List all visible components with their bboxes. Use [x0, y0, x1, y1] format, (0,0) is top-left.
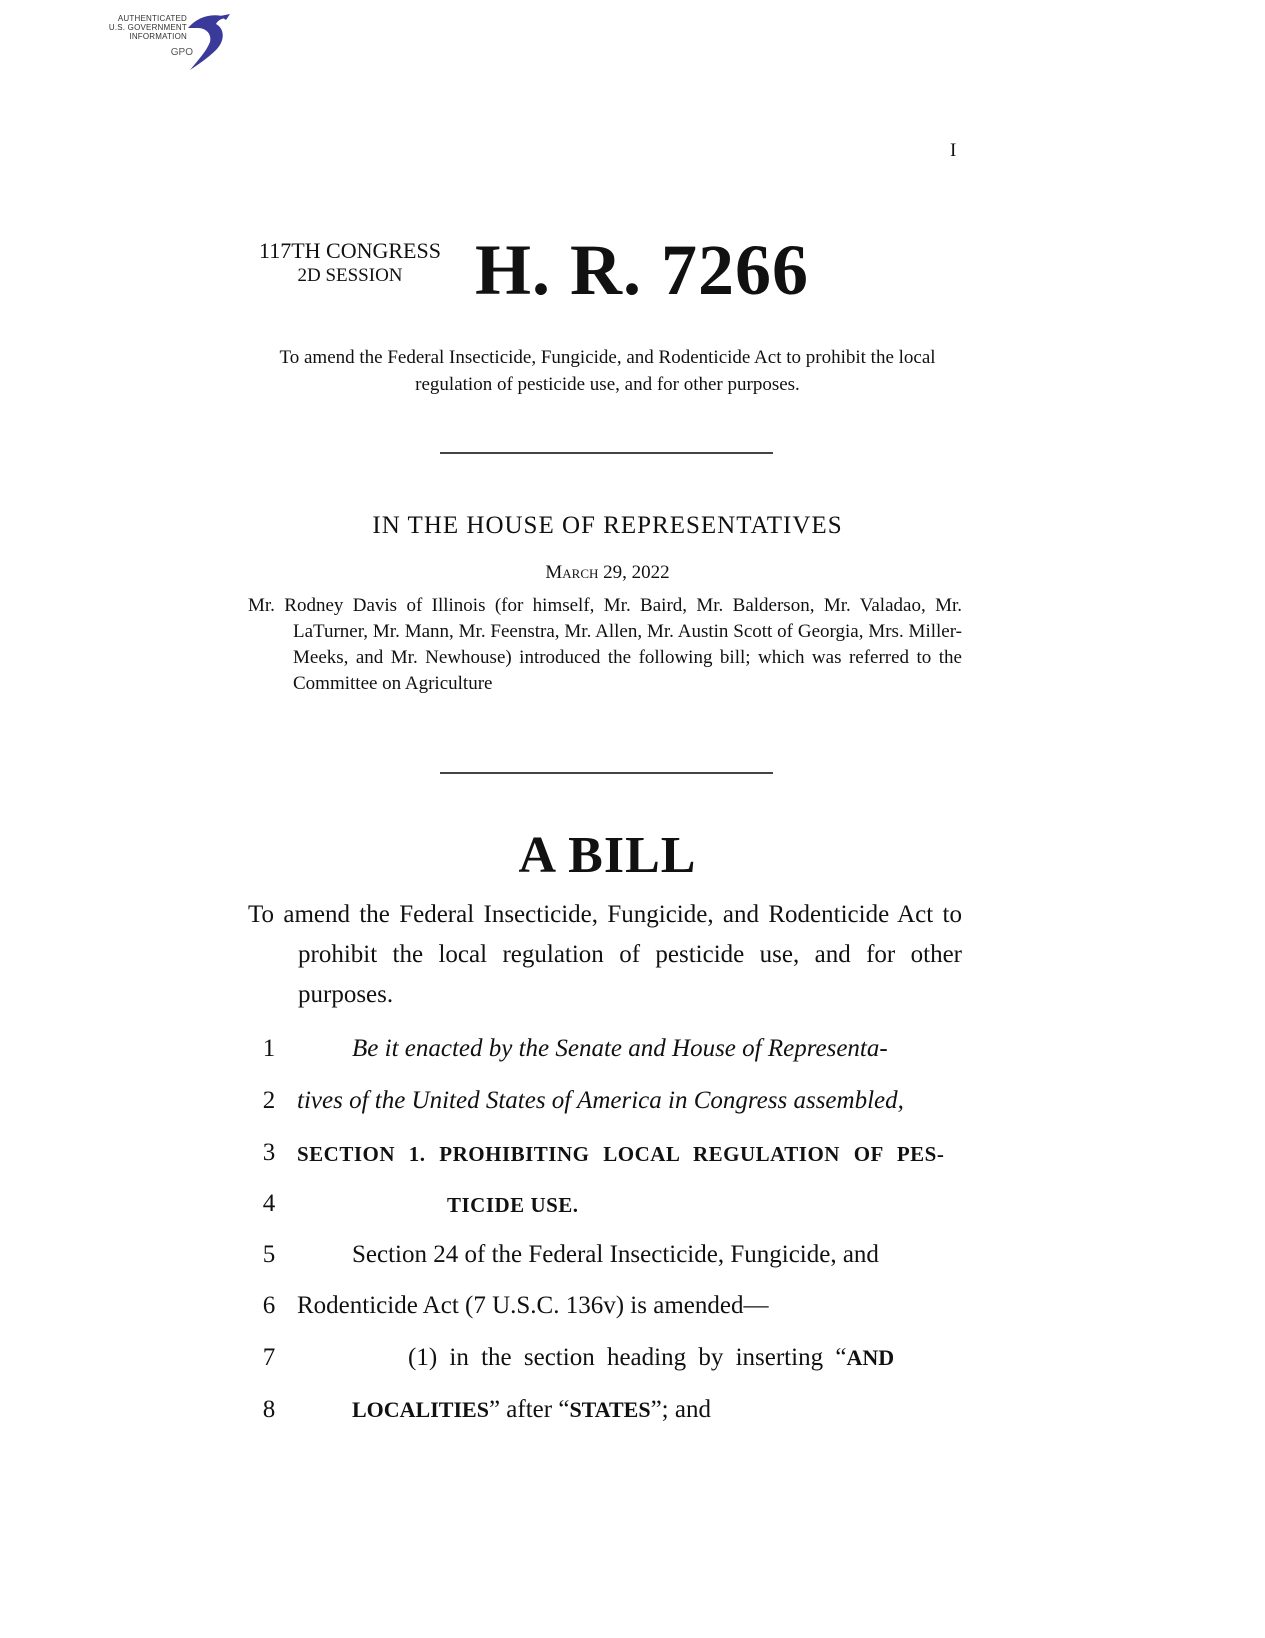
paragraph-text	[408, 1344, 1073, 1372]
chamber-heading: IN THE HOUSE OF REPRESENTATIVES	[372, 512, 843, 539]
line-number: 4	[262, 1190, 276, 1217]
line-number: 6	[262, 1292, 276, 1319]
bill-line	[0, 1139, 1265, 1179]
bill-line	[0, 1190, 1265, 1230]
enacting-clause: Be it enacted by the Senate and House of Representa-	[352, 1035, 888, 1062]
a-bill-heading: A BILL	[518, 827, 697, 884]
section-heading: TICIDE USE.	[447, 1193, 579, 1217]
bill-line	[0, 1087, 1265, 1127]
line-number: 1	[262, 1035, 276, 1062]
section-text: Section 24 of the Federal Insecticide, Fungicide, and	[352, 1241, 879, 1268]
introduction-date: March 29, 2022	[545, 562, 670, 583]
short-title: To amend the Federal Insecticide, Fungicide, and Rodenticide Act to prohibit the local regulation of pesticide use, and for other purposes.	[279, 347, 936, 395]
divider	[440, 452, 773, 454]
paragraph-text-part: ” after “	[488, 1396, 570, 1423]
bill-line	[0, 1292, 1265, 1332]
bill-purpose: To amend the Federal Insecticide, Fungicide, and Rodenticide Act to prohibit the local regulation of pesticide use, and for other purposes.	[248, 901, 962, 1008]
bill-line	[0, 1396, 1265, 1436]
page-mark: I	[950, 140, 957, 161]
logo-line-3: INFORMATION	[129, 32, 187, 41]
line-number: 2	[262, 1087, 276, 1114]
bill-number: H. R. 7266	[475, 230, 809, 310]
paragraph-text-bold: LOCALITIES	[352, 1397, 489, 1422]
paragraph-text	[352, 1396, 1017, 1424]
eagle-icon	[180, 10, 235, 72]
gpo-authentication-logo	[100, 10, 235, 72]
line-number: 5	[262, 1241, 276, 1268]
line-number: 8	[262, 1396, 276, 1423]
congress-session-block	[247, 238, 453, 288]
bill-line	[0, 1344, 1265, 1384]
bill-line	[0, 1035, 1265, 1075]
paragraph-text-part: ”; and	[650, 1396, 711, 1423]
session-label: 2D SESSION	[297, 265, 403, 286]
divider	[440, 772, 773, 774]
section-heading: SECTION 1. PROHIBITING LOCAL REGULATION OF PES-	[297, 1142, 945, 1166]
paragraph-text-part: (1) in the section heading by inserting “	[408, 1344, 847, 1371]
sponsors-paragraph	[248, 593, 962, 697]
paragraph-text-bold: AND	[846, 1345, 895, 1370]
line-number: 3	[262, 1139, 276, 1166]
logo-gpo-text: GPO	[170, 47, 193, 58]
logo-line-1: AUTHENTICATED	[117, 14, 187, 23]
line-number: 7	[262, 1344, 276, 1371]
enacting-clause: tives of the United States of America in Congress assembled,	[297, 1087, 904, 1114]
congress-label: 117TH CONGRESS	[259, 238, 441, 263]
bill-line	[0, 1241, 1265, 1281]
section-text: Rodenticide Act (7 U.S.C. 136v) is amended—	[297, 1292, 769, 1319]
logo-line-2: U.S. GOVERNMENT	[108, 23, 187, 32]
paragraph-text-bold: STATES	[569, 1397, 651, 1422]
sponsors-text: Mr. Rodney Davis of Illinois (for himself, Mr. Baird, Mr. Balderson, Mr. Valadao, Mr. LaTurner, Mr. Mann, Mr. Feenstra, Mr. Allen, Mr. Austin Scott of Georgia, Mrs. Miller-Meeks, and Mr. Newhouse) introduced the following bill; which was referred to the Committee on Agriculture	[248, 595, 962, 694]
